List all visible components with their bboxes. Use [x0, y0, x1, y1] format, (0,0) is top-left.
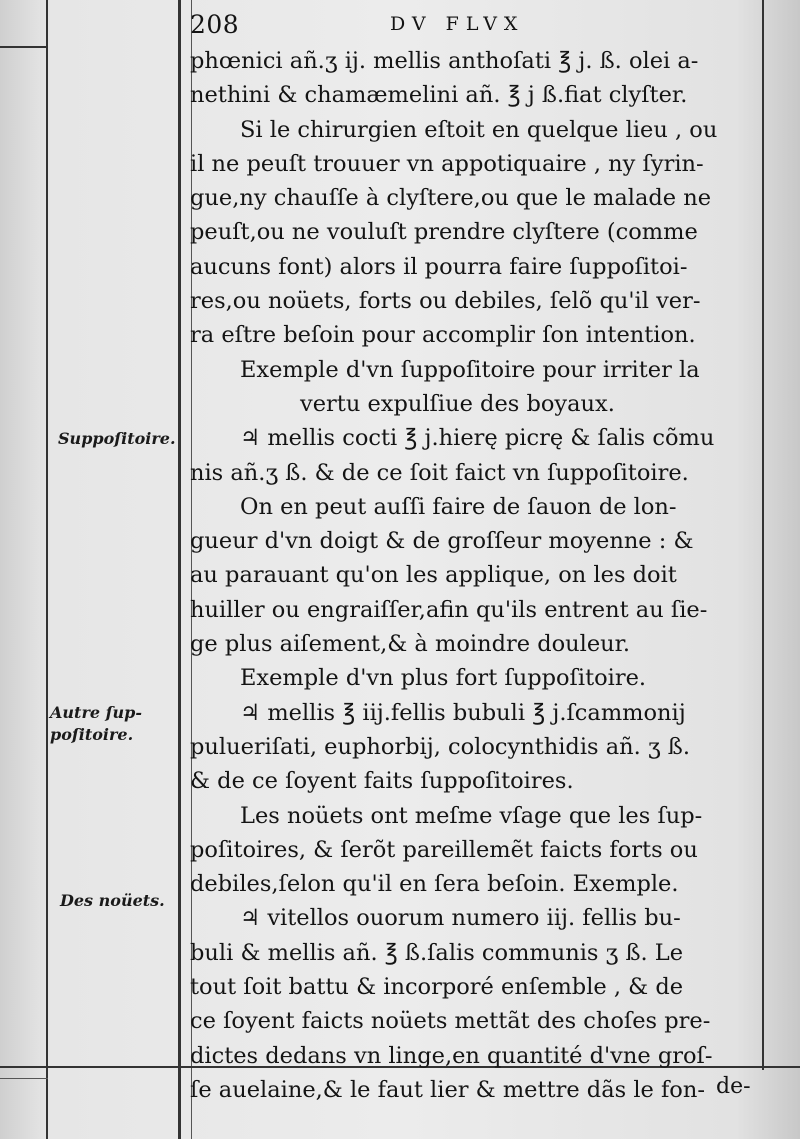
text-line: debiles,ſelon qu'il en ſera beſoin. Exemple.	[190, 871, 679, 898]
top-left-rule	[0, 46, 46, 48]
text-line: phœnici añ.ʒ ij. mellis anthoſati ℥ j. ß. olei a-	[190, 48, 699, 74]
margin-note-text: Des noüets.	[60, 891, 165, 910]
page-number: 208	[190, 10, 240, 39]
running-head: DV FLVX	[390, 13, 525, 35]
text-line: gueur d'vn doigt & de groſſeur moyenne : &	[190, 528, 694, 555]
page-header	[190, 10, 760, 40]
margin-note-text: Suppoſitoire.	[58, 429, 176, 448]
text-line: res,ou noüets, forts ou debiles, ſelõ qu'il ver-	[190, 288, 701, 315]
text-line: ge plus aiſement,& à moindre douleur.	[190, 631, 631, 658]
text-line: il ne peuſt trouuer vn appotiquaire , ny ſyrin-	[190, 150, 704, 177]
text-line: dictes dedans vn linge,en quantité d'vne groſ-	[190, 1042, 713, 1069]
text-line: nis añ.ʒ ß. & de ce ſoit faict vn ſuppoſitoire.	[190, 459, 689, 486]
text-line: buli & mellis añ. ℥ ß.ſalis communis ʒ ß. Le	[190, 939, 684, 966]
text-line: gue,ny chauſſe à clyſtere,ou que le malade ne	[190, 185, 712, 212]
text-line: Les noüets ont meſme vſage que les ſup-	[240, 802, 703, 829]
text-line: tout ſoit battu & incorporé enſemble , & de	[190, 974, 684, 1001]
catchword: de-	[716, 1074, 751, 1099]
text-line: pulueriſati, euphorbij, colocynthidis añ. ʒ ß.	[190, 733, 690, 760]
margin-note-suppositoire	[58, 428, 186, 450]
text-line: Si le chirurgien eſtoit en quelque lieu , ou	[240, 116, 718, 143]
text-line: nethini & chamæmelini añ. ℥ j ß.fiat clyſter.	[190, 82, 688, 109]
margin-note-autre-suppositoire	[50, 702, 178, 746]
text-line: ♃ mellis cocti ℥ j.hierę picrę & ſalis cõmu	[240, 425, 715, 452]
text-line: Exemple d'vn plus fort ſuppoſitoire.	[240, 665, 647, 692]
inner-text-rule	[178, 0, 181, 1139]
margin-note-text: Autre ſup-	[50, 703, 142, 722]
text-line: poſitoires, & ſerõt pareillemẽt faicts forts ou	[190, 836, 698, 863]
text-line: On en peut auſſi faire de ſauon de lon-	[240, 493, 677, 520]
text-line: vertu expulſiue des boyaux.	[300, 390, 615, 417]
text-line: & de ce ſoyent faits ſuppoſitoires.	[190, 768, 574, 795]
left-margin-rule	[46, 0, 48, 1139]
text-line: ♃ vitellos ouorum numero iij. fellis bu-	[240, 905, 681, 932]
bottom-left-rule	[0, 1078, 48, 1079]
text-line: peuſt,ou ne vouluſt prendre clyſtere (comme	[190, 219, 698, 246]
text-line: huiller ou engraiſſer,afin qu'ils entrent au ſie-	[190, 596, 708, 623]
text-line: ra eſtre beſoin pour accomplir ſon intention.	[190, 322, 696, 349]
text-line: au parauant qu'on les applique, on les doit	[190, 562, 677, 589]
text-line: ce ſoyent faicts noüets mettãt des choſes pre-	[190, 1008, 711, 1035]
text-line: ♃ mellis ℥ iij.fellis bubuli ℥ j.ſcammonij	[240, 699, 686, 726]
margin-note-text: poſitoire.	[50, 725, 134, 744]
text-line: ſe auelaine,& le faut lier & mettre dãs le fon-	[190, 1076, 705, 1103]
text-line: Exemple d'vn ſuppoſitoire pour irriter la	[240, 356, 700, 383]
main-text-block	[190, 44, 765, 1107]
margin-note-des-nouets	[60, 890, 188, 912]
text-line: aucuns font) alors il pourra faire ſuppoſitoi-	[190, 253, 688, 280]
